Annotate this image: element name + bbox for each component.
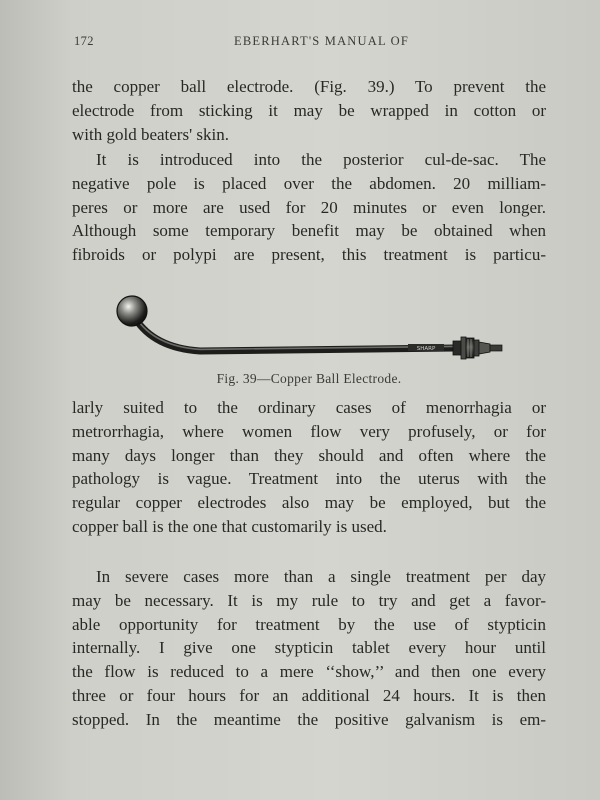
text-line: the flow is reduced to a mere ‘‘show,’’ and then one every [72,662,546,682]
text-line: the copper ball electrode. (Fig. 39.) To prevent the [72,77,546,96]
running-title: EBERHART'S MANUAL OF [234,34,410,48]
electrode-shaft [135,318,455,351]
text-line: internally. I give one stypticin tablet every hour until [72,638,546,658]
engraved-maker-mark: SHARP [416,346,436,352]
text-line: able opportunity for treatment by the use of stypticin [72,614,546,634]
text-line: regular copper electrodes also may be employed, but the [72,493,546,513]
text-line: metrorrhagia, where women flow very profusely, or for [72,421,546,441]
text-line: fibroids or polypi are present, this treatment is particu- [72,245,546,265]
copper-ball [117,296,147,326]
text-line: many days longer than they should and often where the [72,445,546,465]
copper-ball-electrode-illustration [110,288,510,360]
text-line: may be necessary. It is my rule to try and get a favor- [72,590,546,610]
text-line: larly suited to the ordinary cases of menorrhagia or [72,398,546,417]
text-line: peres or more are used for 20 minutes or even longer. [72,197,546,217]
paragraph-1 [72,75,546,146]
paragraph-2 [72,148,546,267]
text-line: stopped. In the meantime the positive galvanism is em- [72,709,546,729]
paragraph-4 [72,565,546,732]
page-number: 172 [74,34,94,48]
text-line: pathology is vague. Treatment into the uterus with the [72,469,546,489]
figure-caption: Fig. 39—Copper Ball Electrode. [216,371,402,386]
text-line: with gold beaters' skin. [72,124,229,144]
terminal-connector [453,337,502,359]
text-line: In severe cases more than a single treatment per day [96,567,546,586]
running-head [74,34,544,50]
text-line: negative pole is placed over the abdomen. 20 milliam- [72,173,546,193]
text-line: Although some temporary benefit may be obtained when [72,221,546,241]
text-line: three or four hours for an additional 24 hours. It is then [72,685,546,705]
text-line: It is introduced into the posterior cul-de-sac. The [96,150,546,169]
text-line: electrode from sticking it may be wrapped in cotton or [72,100,546,120]
text-line: copper ball is the one that customarily is used. [72,516,387,536]
paragraph-3 [72,396,546,539]
